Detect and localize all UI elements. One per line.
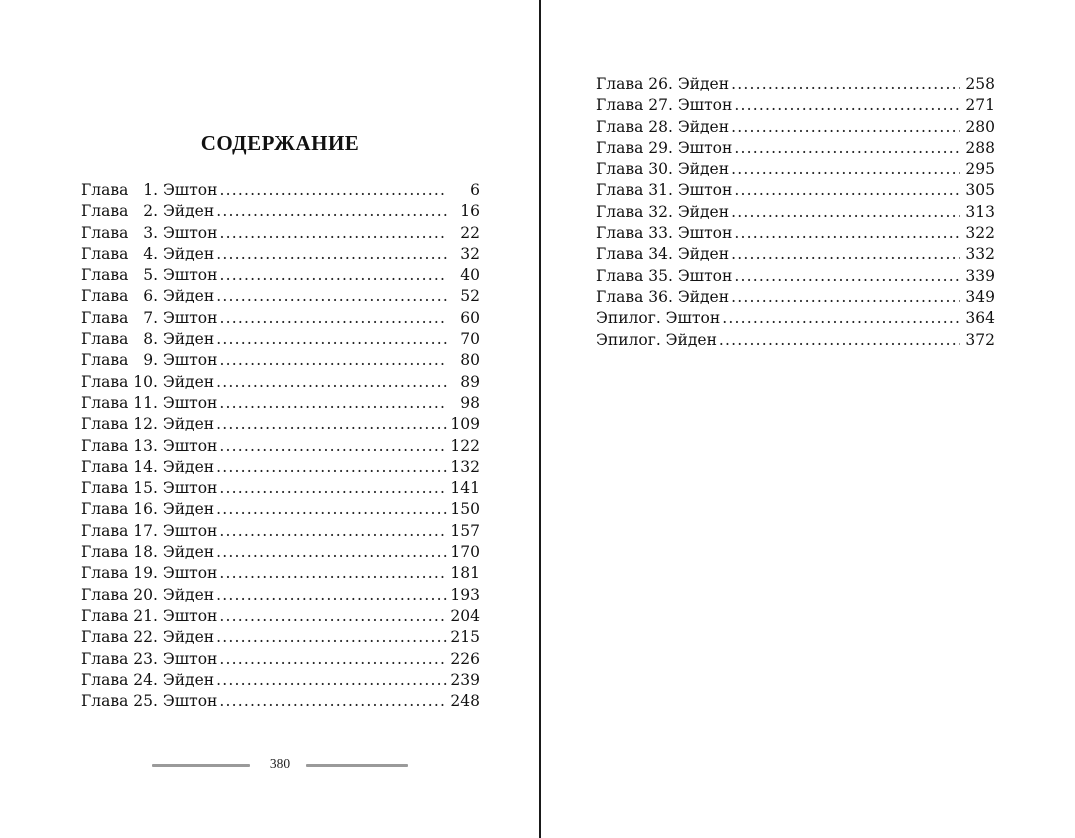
dot-leader [734, 223, 960, 244]
toc-entry [81, 372, 480, 393]
entry-page-number: 280 [965, 117, 995, 136]
entry-label: Глава 4. Эйден [81, 244, 215, 263]
entry-label: Глава 14. Эйден [81, 457, 215, 476]
toc-entry [596, 202, 995, 223]
toc-entry [81, 563, 480, 584]
entry-page-number: 258 [965, 75, 995, 93]
entry-page-number: 157 [450, 521, 480, 540]
entry-page-number: 332 [965, 245, 995, 264]
entry-page-number: 226 [450, 649, 480, 668]
toc-entry [596, 223, 995, 244]
entry-page-number: 239 [450, 670, 480, 689]
entry-label: Глава 24. Эйден [81, 670, 215, 689]
entry-page-number: 32 [460, 244, 480, 263]
entry-page-number: 364 [965, 309, 995, 328]
entry-label: Глава 27. Эштон [596, 96, 733, 115]
entry-page-number: 52 [460, 287, 480, 306]
dot-leader [216, 244, 447, 265]
dot-leader [219, 606, 447, 627]
entry-label: Глава 29. Эштон [596, 138, 733, 157]
dot-leader [219, 691, 447, 712]
entry-page-number: 305 [965, 181, 995, 200]
dot-leader [734, 180, 960, 201]
dot-leader [216, 627, 447, 648]
dot-leader [216, 499, 447, 520]
entry-page-number: 248 [450, 692, 480, 711]
dot-leader [731, 287, 960, 308]
dot-leader [219, 393, 447, 414]
toc-entry [81, 499, 480, 520]
entry-label: Глава 33. Эштон [596, 224, 733, 243]
toc-entry [596, 95, 995, 116]
entry-label: Глава 2. Эйден [81, 202, 215, 221]
entry-label: Глава 13. Эштон [81, 436, 218, 455]
toc-entry [81, 201, 480, 222]
entry-label: Глава 35. Эштон [596, 266, 733, 285]
entry-page-number: 372 [965, 330, 995, 349]
entry-label: Глава 5. Эштон [81, 266, 218, 285]
entry-label: Глава 1. Эштон [81, 181, 218, 199]
dot-leader [731, 159, 960, 180]
toc-entry [81, 350, 480, 371]
dot-leader [734, 95, 960, 116]
dot-leader [219, 436, 447, 457]
toc-entry [81, 329, 480, 350]
toc-entry [81, 457, 480, 478]
dot-leader [719, 330, 960, 351]
toc-entry [81, 542, 480, 563]
dot-leader [216, 201, 447, 222]
entry-label: Глава 34. Эйден [596, 245, 730, 264]
dot-leader [219, 265, 447, 286]
dot-leader [219, 563, 447, 584]
entry-label: Глава 28. Эйден [596, 117, 730, 136]
entry-page-number: 193 [450, 585, 480, 604]
dot-leader [734, 266, 960, 287]
entry-label: Эпилог. Эйден [596, 330, 717, 349]
toc-entry [596, 117, 995, 138]
page-number: 380 [269, 756, 291, 771]
entry-page-number: 89 [460, 372, 480, 391]
toc-entry [81, 436, 480, 457]
entry-page-number: 40 [460, 266, 480, 285]
dot-leader [731, 202, 960, 223]
entry-label: Глава 22. Эйден [81, 628, 215, 647]
footer-ornament-left [152, 764, 250, 767]
dot-leader [216, 542, 447, 563]
entry-label: Глава 8. Эйден [81, 330, 215, 349]
entry-label: Глава 6. Эйден [81, 287, 215, 306]
dot-leader [734, 138, 960, 159]
entry-label: Глава 7. Эштон [81, 308, 218, 327]
entry-label: Глава 17. Эштон [81, 521, 218, 540]
toc-entry [81, 180, 480, 201]
entry-page-number: 295 [965, 160, 995, 179]
entry-page-number: 109 [450, 415, 480, 434]
page-divider [539, 0, 541, 838]
toc-entry [81, 414, 480, 435]
toc-entry [596, 308, 995, 329]
dot-leader [216, 457, 447, 478]
toc-entry [81, 670, 480, 691]
entry-page-number: 122 [450, 436, 480, 455]
page-footer [150, 754, 410, 778]
toc-entry [81, 286, 480, 307]
toc-entry [81, 244, 480, 265]
entry-page-number: 313 [965, 202, 995, 221]
dot-leader [216, 329, 447, 350]
toc-entry [596, 287, 995, 308]
dot-leader [219, 649, 447, 670]
dot-leader [216, 670, 447, 691]
entry-label: Глава 31. Эштон [596, 181, 733, 200]
toc-entry [81, 308, 480, 329]
toc-list-right [596, 74, 995, 351]
entry-page-number: 60 [460, 308, 480, 327]
toc-entry [81, 606, 480, 627]
entry-page-number: 215 [450, 628, 480, 647]
dot-leader [219, 223, 447, 244]
entry-page-number: 98 [460, 393, 480, 412]
entry-page-number: 349 [965, 287, 995, 306]
entry-label: Глава 3. Эштон [81, 223, 218, 242]
entry-page-number: 288 [965, 138, 995, 157]
entry-page-number: 70 [460, 330, 480, 349]
toc-entry [81, 691, 480, 712]
toc-entry [596, 244, 995, 265]
toc-entry [596, 74, 995, 95]
toc-entry [81, 478, 480, 499]
toc-entry [81, 223, 480, 244]
entry-page-number: 16 [460, 202, 480, 221]
footer-ornament-right [306, 764, 408, 767]
dot-leader [216, 414, 447, 435]
entry-label: Глава 19. Эштон [81, 564, 218, 583]
toc-entry [596, 330, 995, 351]
entry-page-number: 339 [965, 266, 995, 285]
entry-page-number: 132 [450, 457, 480, 476]
dot-leader [219, 350, 447, 371]
entry-page-number: 80 [460, 351, 480, 370]
dot-leader [219, 478, 447, 499]
dot-leader [219, 180, 447, 201]
entry-page-number: 150 [450, 500, 480, 519]
dot-leader [722, 308, 960, 329]
entry-label: Глава 32. Эйден [596, 202, 730, 221]
dot-leader [216, 372, 447, 393]
entry-label: Эпилог. Эштон [596, 309, 721, 328]
entry-label: Глава 16. Эйден [81, 500, 215, 519]
entry-page-number: 271 [965, 96, 995, 115]
entry-label: Глава 11. Эштон [81, 393, 218, 412]
toc-list-left [81, 180, 480, 712]
entry-page-number: 181 [450, 564, 480, 583]
toc-entry [81, 521, 480, 542]
entry-label: Глава 18. Эйден [81, 543, 215, 562]
entry-label: Глава 15. Эштон [81, 479, 218, 498]
entry-label: Глава 26. Эйден [596, 75, 730, 93]
toc-entry [81, 393, 480, 414]
entry-page-number: 22 [460, 223, 480, 242]
entry-label: Глава 21. Эштон [81, 606, 218, 625]
entry-label: Глава 9. Эштон [81, 351, 218, 370]
toc-entry [81, 265, 480, 286]
entry-label: Глава 36. Эйден [596, 287, 730, 306]
entry-page-number: 6 [470, 181, 480, 199]
page-title: СОДЕРЖАНИЕ [200, 131, 360, 156]
entry-label: Глава 30. Эйден [596, 160, 730, 179]
entry-label: Глава 20. Эйден [81, 585, 215, 604]
dot-leader [216, 286, 447, 307]
entry-label: Глава 10. Эйден [81, 372, 215, 391]
dot-leader [219, 308, 447, 329]
entry-label: Глава 25. Эштон [81, 692, 218, 711]
toc-entry [81, 627, 480, 648]
entry-page-number: 170 [450, 543, 480, 562]
entry-label: Глава 23. Эштон [81, 649, 218, 668]
entry-label: Глава 12. Эйден [81, 415, 215, 434]
dot-leader [731, 244, 960, 265]
toc-entry [596, 180, 995, 201]
entry-page-number: 204 [450, 606, 480, 625]
toc-entry [596, 138, 995, 159]
entry-page-number: 322 [965, 224, 995, 243]
entry-page-number: 141 [450, 479, 480, 498]
dot-leader [731, 117, 960, 138]
toc-entry [81, 649, 480, 670]
dot-leader [216, 585, 447, 606]
dot-leader [731, 74, 960, 95]
dot-leader [219, 521, 447, 542]
toc-entry [596, 266, 995, 287]
toc-entry [81, 585, 480, 606]
toc-entry [596, 159, 995, 180]
